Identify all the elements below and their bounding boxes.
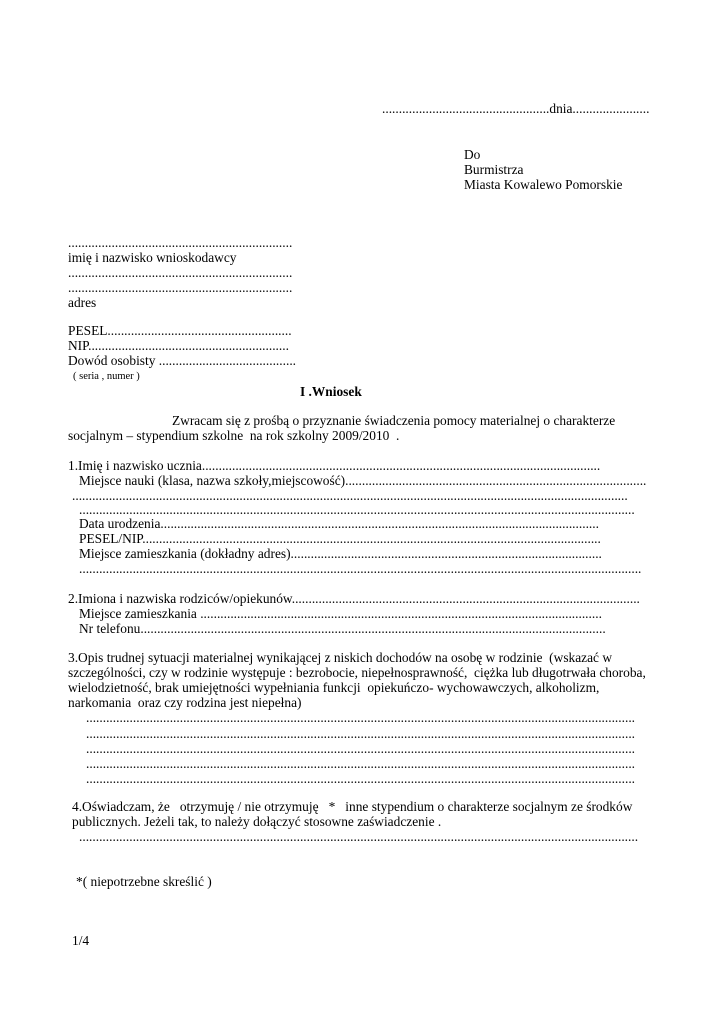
section-title: I .Wniosek bbox=[300, 384, 362, 399]
intro-line-1: Zwracam się z prośbą o przyznanie świadczenia pomocy materialnej o charakterze bbox=[172, 413, 616, 428]
applicant-name-label: imię i nazwisko wnioskodawcy bbox=[68, 250, 237, 265]
q3-answer-line-5[interactable]: .................................................................................................................................................................... bbox=[86, 771, 636, 786]
applicant-address-field-2[interactable]: ................................................................... bbox=[68, 280, 293, 295]
q3-answer-line-3[interactable]: .................................................................................................................................................................... bbox=[86, 741, 636, 756]
parents-phone-field[interactable]: Nr telefonu........................................................................................................................................... bbox=[79, 621, 613, 636]
q4-line-2: publicznych. Jeżeli tak, to należy dołączyć stosowne zaświadczenie . bbox=[72, 814, 442, 829]
q3-line-1: 3.Opis trudnej sytuacji materialnej wynikającej z niskich dochodów na osobę w rodzinie (wskazać w bbox=[68, 650, 613, 665]
date-line: ..................................................dnia....................... bbox=[382, 101, 650, 116]
q3-answer-line-2[interactable]: .................................................................................................................................................................... bbox=[86, 726, 636, 741]
q3-line-2: szczególności, czy w rodzinie występuje : bezrobocie, niepełnosprawność, ciężka lub długotrwała choroba, bbox=[68, 665, 646, 680]
birth-date-field[interactable]: Data urodzenia................................................................................................................................... bbox=[79, 516, 599, 531]
student-residence-continuation-field[interactable]: ........................................................................................................................................................................ bbox=[79, 561, 642, 576]
applicant-name-field[interactable]: ................................................................... bbox=[68, 235, 293, 250]
q4-answer-line[interactable]: ....................................................................................................................................................................... bbox=[79, 829, 639, 844]
school-field[interactable]: Miejsce nauki (klasa, nazwa szkoły,miejscowość).......................................................................................... bbox=[79, 473, 647, 488]
blank-line-field[interactable]: ...................................................................................................................................................................... bbox=[79, 502, 635, 517]
school-continuation-field[interactable]: ...................................................................................................................................................................... bbox=[72, 488, 628, 503]
addressee-line-2: Burmistrza bbox=[464, 162, 524, 177]
q3-answer-line-4[interactable]: .................................................................................................................................................................... bbox=[86, 756, 636, 771]
addressee-line-3: Miasta Kowalewo Pomorskie bbox=[464, 177, 623, 192]
student-pesel-nip-field[interactable]: PESEL/NIP......................................................................................................................................... bbox=[79, 531, 601, 546]
student-name-field[interactable]: 1.Imię i nazwisko ucznia....................................................................................................................... bbox=[68, 458, 601, 473]
applicant-nip-field[interactable]: NIP............................................................ bbox=[68, 338, 289, 353]
q4-line-1: 4.Oświadczam, że otrzymuję / nie otrzymuję * inne stypendium o charakterze socjalnym ze środków bbox=[72, 799, 633, 814]
page-number: 1/4 bbox=[72, 933, 90, 948]
q3-answer-line-1[interactable]: .................................................................................................................................................................... bbox=[86, 710, 636, 725]
applicant-address-label: adres bbox=[68, 295, 97, 310]
addressee-line-1: Do bbox=[464, 147, 481, 162]
applicant-address-field-1[interactable]: ................................................................... bbox=[68, 265, 293, 280]
intro-line-2: socjalnym – stypendium szkolne na rok szkolny 2009/2010 . bbox=[68, 428, 400, 443]
q3-line-3: wielodzietność, brak umiejętności wypełniania funkcji opiekuńczo- wychowawczych, alkoholizm, bbox=[68, 680, 600, 695]
applicant-pesel-field[interactable]: PESEL....................................................... bbox=[68, 323, 292, 338]
student-residence-field[interactable]: Miejsce zamieszkania (dokładny adres)............................................................................................. bbox=[79, 546, 602, 561]
parents-names-field[interactable]: 2.Imiona i nazwiska rodziców/opiekunów........................................................................................................ bbox=[68, 591, 640, 606]
q3-line-4: narkomania oraz czy rodzina jest niepełna) bbox=[68, 695, 302, 710]
applicant-id-card-field[interactable]: Dowód osobisty ......................................... bbox=[68, 353, 297, 368]
parents-residence-field[interactable]: Miejsce zamieszkania ........................................................................................................................ bbox=[79, 606, 602, 621]
applicant-id-hint: ( seria , numer ) bbox=[73, 371, 140, 382]
footnote: *( niepotrzebne skreślić ) bbox=[76, 874, 212, 889]
